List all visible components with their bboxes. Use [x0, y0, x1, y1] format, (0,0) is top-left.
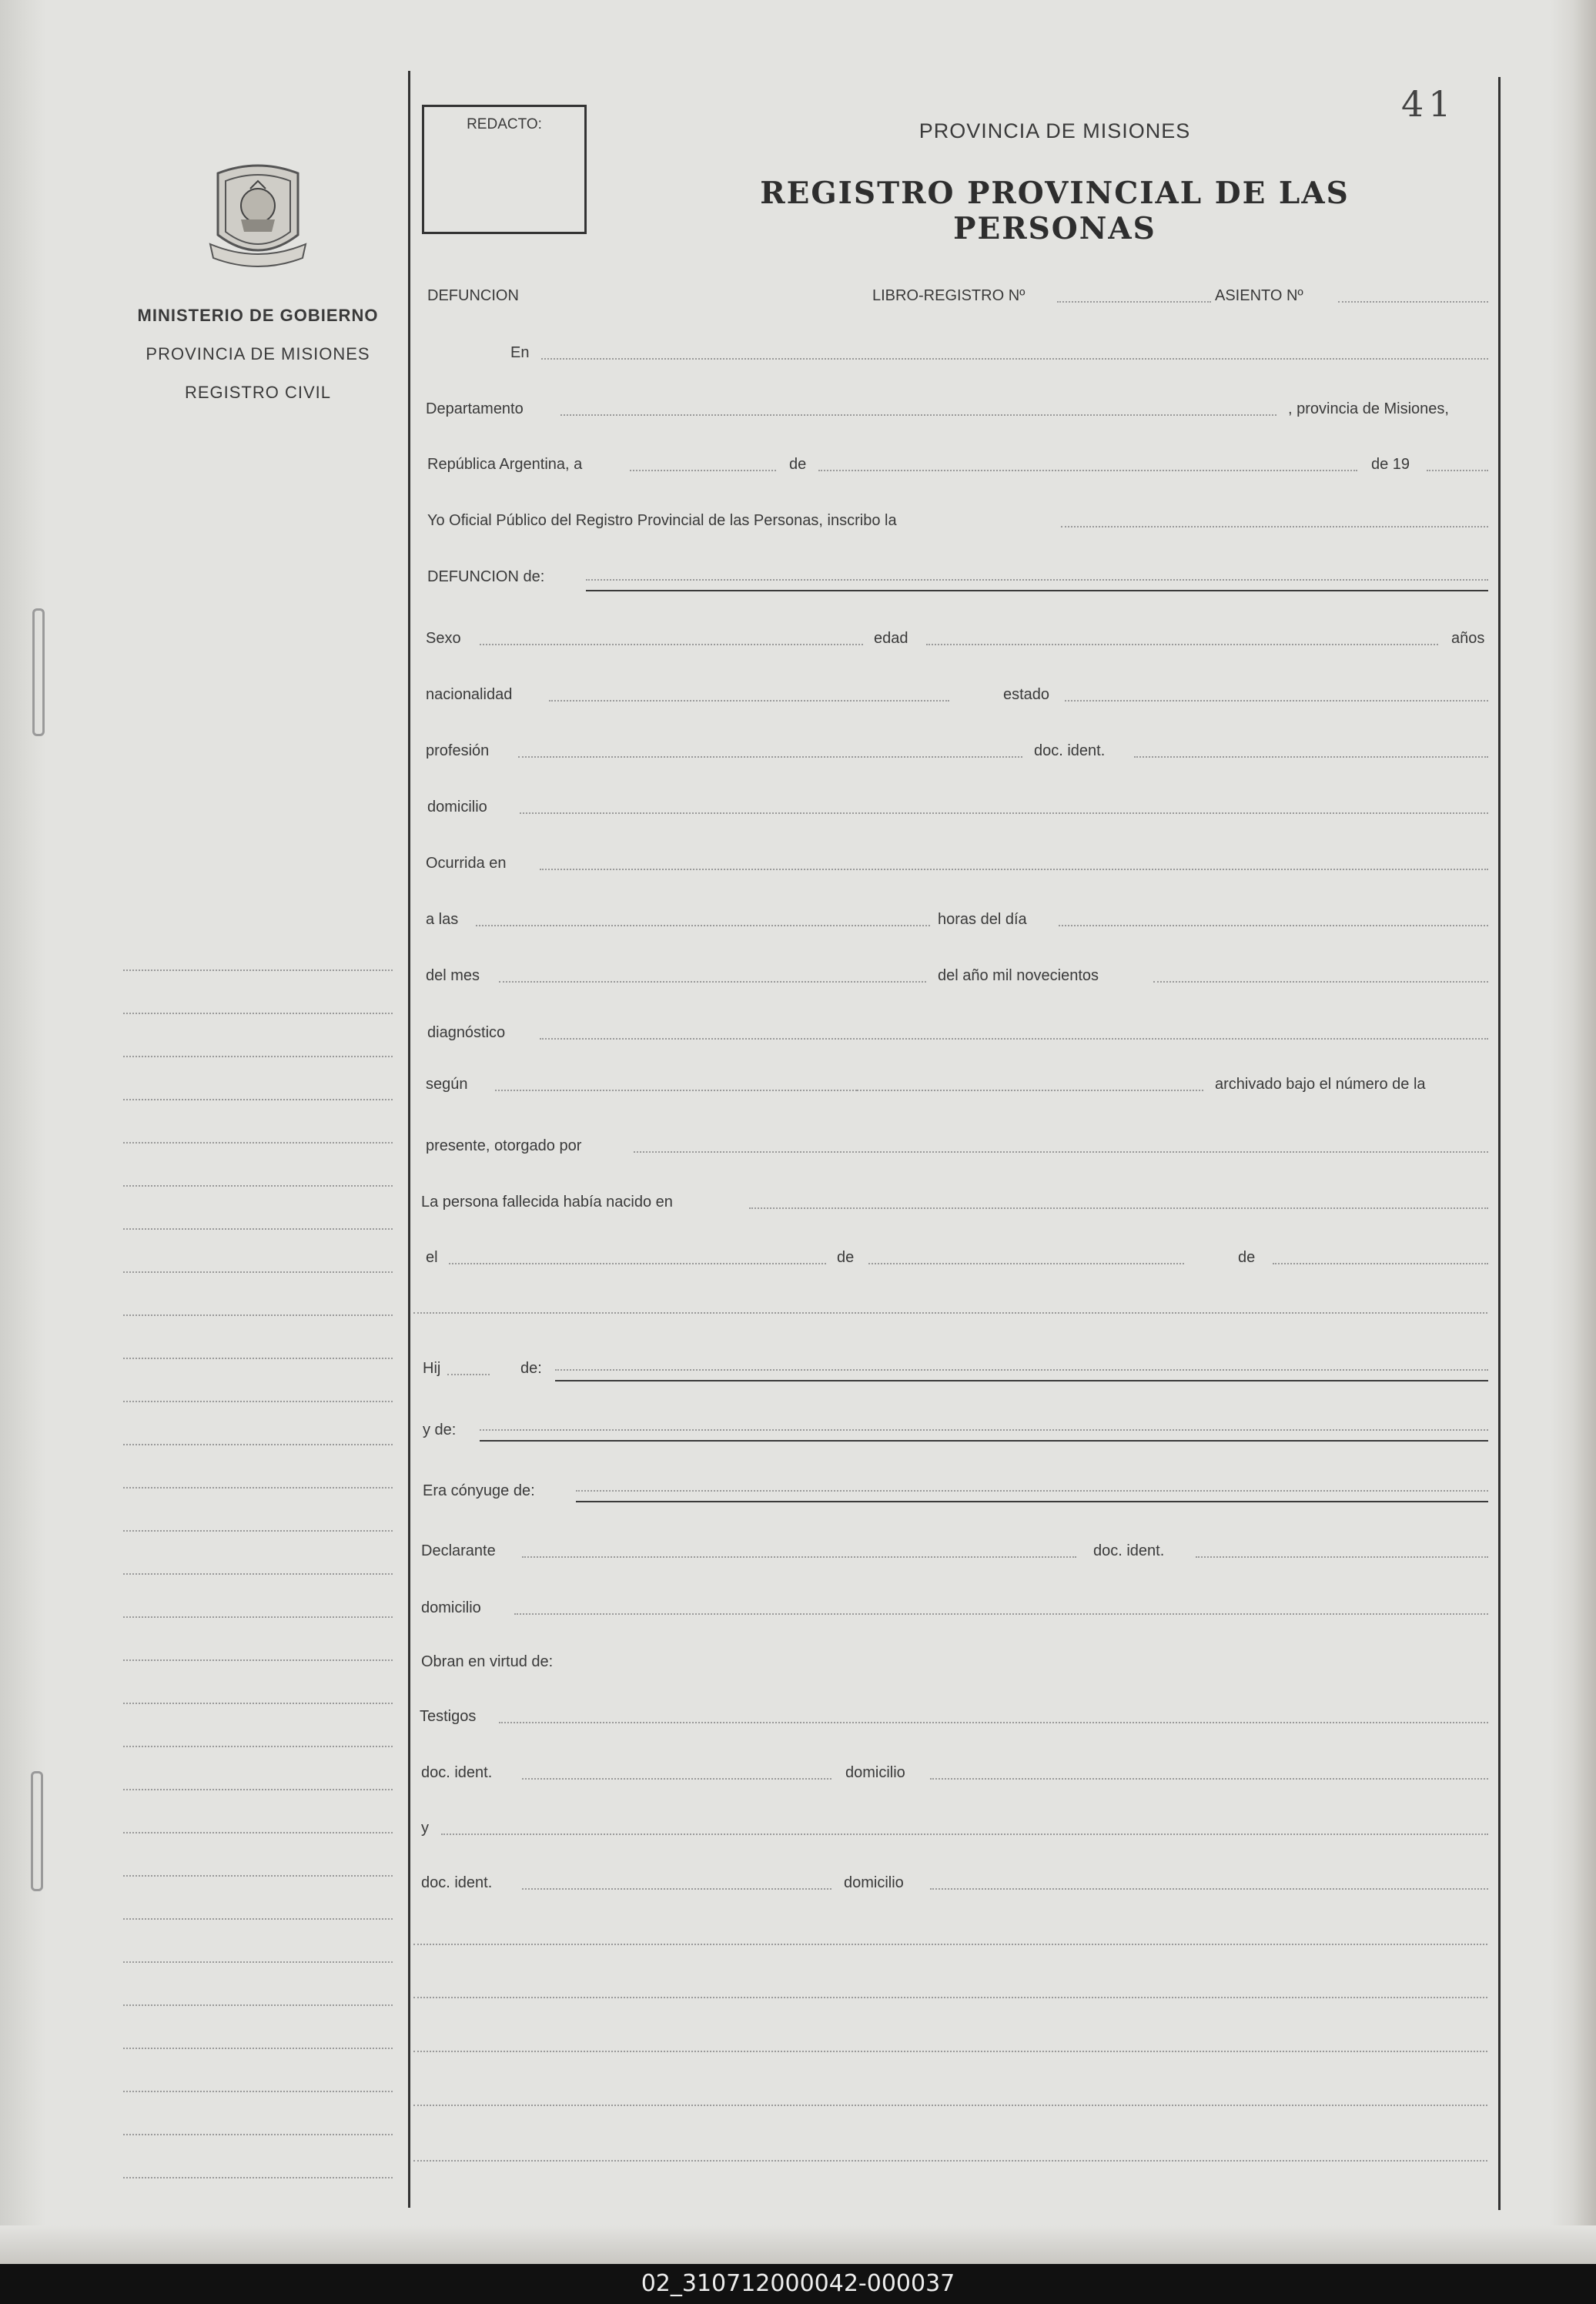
margin-line[interactable]: [123, 1575, 393, 1618]
difunto-field[interactable]: [586, 579, 1488, 581]
row-a-las: [426, 902, 1488, 937]
doc-ident-field[interactable]: [1134, 756, 1488, 758]
row-departamento: [426, 391, 1488, 427]
redacto-label: REDACTO:: [467, 116, 542, 132]
row-sexo-edad: [426, 621, 1488, 656]
domicilio-field[interactable]: [520, 812, 1488, 814]
segun-field-continued[interactable]: [857, 1090, 1203, 1091]
row-defuncion-de: [426, 559, 1488, 594]
conyuge-label: Era cónyuge de:: [423, 1482, 535, 1499]
conyuge-underline: [576, 1501, 1488, 1502]
libro-registro-label: LIBRO-REGISTRO Nº: [872, 287, 1026, 304]
de-19-label: de 19: [1371, 456, 1410, 473]
row-domicilio: [426, 789, 1488, 825]
hora-field[interactable]: [476, 925, 930, 926]
republica-label: República Argentina, a: [427, 456, 583, 473]
profesion-label: profesión: [426, 742, 490, 759]
domicilio-label: domicilio: [427, 799, 487, 815]
margin-line[interactable]: [123, 1359, 393, 1402]
inscribo-field[interactable]: [1061, 526, 1488, 527]
margin-line[interactable]: [123, 2092, 393, 2135]
testigo-2-field[interactable]: [441, 1833, 1488, 1835]
margin-line[interactable]: [123, 1402, 393, 1445]
sexo-field[interactable]: [480, 644, 863, 645]
horas-del-dia-label: horas del día: [938, 911, 1027, 928]
issuing-organization: [115, 296, 400, 412]
margin-line[interactable]: [123, 1532, 393, 1575]
testigo-1-field[interactable]: [499, 1722, 1488, 1723]
margin-line[interactable]: [123, 2006, 393, 2049]
sexo-label: Sexo: [426, 630, 461, 647]
testigo-2-domicilio-label: domicilio: [844, 1874, 904, 1891]
row-defuncion-libro-asiento: [426, 278, 1488, 313]
defuncion-de-label: DEFUNCION de:: [427, 568, 545, 585]
nacionalidad-field[interactable]: [549, 700, 949, 702]
margin-line[interactable]: [123, 1833, 393, 1877]
declarante-label: Declarante: [421, 1542, 496, 1559]
madre-underline: [480, 1440, 1488, 1442]
page-number: 41: [1401, 83, 1456, 125]
mes-field[interactable]: [818, 470, 1357, 471]
departamento-field[interactable]: [560, 414, 1276, 416]
row-en: [426, 335, 1488, 370]
margin-notes-lines: [123, 928, 393, 2178]
conyuge-field[interactable]: [576, 1490, 1488, 1492]
dia-fallecimiento-field[interactable]: [1059, 925, 1488, 926]
anos-label: años: [1451, 630, 1485, 647]
civil-registry-label: REGISTRO CIVIL: [184, 383, 332, 402]
row-testigo-2-datos: [421, 1865, 1488, 1900]
del-mes-label: del mes: [426, 967, 480, 984]
row-testigo-1-datos: [421, 1755, 1488, 1790]
margin-line[interactable]: [123, 2049, 393, 2092]
ano-nacimiento-field[interactable]: [1273, 1263, 1488, 1264]
persona-fallecida-label: La persona fallecida había nacido en: [421, 1194, 673, 1211]
declarante-domicilio-field[interactable]: [514, 1613, 1488, 1615]
row-hijo-de: [423, 1351, 1488, 1386]
yo-oficial-text: Yo Oficial Público del Registro Provincial de las Personas, inscribo la: [427, 512, 897, 529]
de-colon-label: de:: [520, 1360, 542, 1377]
ministry-label: MINISTERIO DE GOBIERNO: [137, 306, 379, 325]
y-de-label: y de:: [423, 1422, 457, 1438]
archivado-text: archivado bajo el número de la: [1215, 1076, 1426, 1093]
redacto-box[interactable]: [422, 105, 587, 234]
de-label-1: de: [837, 1249, 855, 1266]
edad-field[interactable]: [926, 644, 1438, 645]
header-province: PROVINCIA DE MISIONES: [918, 119, 1191, 142]
margin-line[interactable]: [123, 928, 393, 971]
row-conyuge: [423, 1473, 1488, 1509]
margin-line[interactable]: [123, 1747, 393, 1790]
departamento-label: Departamento: [426, 400, 524, 417]
mes-nacimiento-field[interactable]: [868, 1263, 1184, 1264]
row-republica: [426, 447, 1488, 482]
blank-line[interactable]: [413, 2160, 1487, 2162]
row-ocurrida-en: [426, 846, 1488, 881]
margin-line[interactable]: [123, 1661, 393, 1704]
margin-line[interactable]: [123, 2135, 393, 2178]
declarante-doc-label: doc. ident.: [1093, 1542, 1165, 1559]
blank-line[interactable]: [413, 1997, 1487, 1998]
right-vertical-rule: [1498, 77, 1501, 2210]
y-label: y: [421, 1820, 429, 1837]
ano-fallecimiento-field[interactable]: [1153, 981, 1488, 983]
margin-line[interactable]: [123, 1704, 393, 1747]
margin-line[interactable]: [123, 1144, 393, 1187]
segun-label: según: [426, 1076, 468, 1093]
left-vertical-rule: [408, 71, 410, 2208]
obran-label: Obran en virtud de:: [421, 1653, 554, 1670]
estado-label: estado: [1003, 686, 1050, 703]
page-bottom-edge: [0, 2225, 1596, 2264]
registry-title: REGISTRO PROVINCIAL DE LAS PERSONAS: [760, 176, 1350, 246]
testigo-1-domicilio-label: domicilio: [845, 1764, 905, 1781]
margin-line[interactable]: [123, 1920, 393, 1963]
diagnostico-label: diagnóstico: [427, 1024, 506, 1041]
blank-line[interactable]: [413, 1944, 1487, 1945]
staple-top: [32, 608, 45, 736]
row-y-de: [423, 1412, 1488, 1448]
row-yo-oficial: [426, 503, 1488, 538]
mes-fallecimiento-field[interactable]: [499, 981, 926, 983]
margin-line[interactable]: [123, 1230, 393, 1273]
el-label: el: [426, 1249, 438, 1266]
row-presente: [426, 1128, 1488, 1164]
margin-line[interactable]: [123, 1057, 393, 1100]
otorgado-por-field[interactable]: [634, 1151, 1488, 1153]
defuncion-label: DEFUNCION: [427, 287, 519, 304]
declarante-field[interactable]: [522, 1556, 1076, 1558]
ano-field[interactable]: [1427, 470, 1488, 471]
blank-line[interactable]: [413, 1312, 1487, 1314]
testigo-2-doc-label: doc. ident.: [421, 1874, 493, 1891]
en-field[interactable]: [541, 358, 1488, 360]
del-ano-label: del año mil novecientos: [938, 967, 1099, 984]
declarante-doc-field[interactable]: [1196, 1556, 1488, 1558]
ocurrida-en-field[interactable]: [540, 869, 1488, 870]
margin-line[interactable]: [123, 971, 393, 1014]
margin-line[interactable]: [123, 1187, 393, 1230]
a-las-label: a las: [426, 911, 459, 928]
margin-line[interactable]: [123, 1877, 393, 1920]
testigo-2-domicilio-field[interactable]: [930, 1888, 1488, 1890]
hij-label: Hij: [423, 1360, 441, 1377]
de-label-2: de: [1238, 1249, 1256, 1266]
de-label: de: [789, 456, 807, 473]
margin-line[interactable]: [123, 1790, 393, 1833]
declarante-domicilio-label: domicilio: [421, 1599, 481, 1616]
edad-label: edad: [874, 630, 908, 647]
libro-registro-field[interactable]: [1057, 301, 1211, 303]
padre-field[interactable]: [555, 1369, 1488, 1371]
margin-line[interactable]: [123, 1014, 393, 1057]
madre-field[interactable]: [480, 1429, 1488, 1431]
profesion-field[interactable]: [518, 756, 1022, 758]
row-declarante-domicilio: [421, 1590, 1488, 1626]
margin-line[interactable]: [123, 1273, 393, 1316]
en-label: En: [510, 344, 530, 361]
doc-ident-label: doc. ident.: [1034, 742, 1106, 759]
provincia-misiones-text: , provincia de Misiones,: [1288, 400, 1449, 417]
margin-line[interactable]: [123, 1489, 393, 1532]
diagnostico-field[interactable]: [540, 1038, 1488, 1040]
row-del-mes: [426, 958, 1488, 993]
dia-field[interactable]: [630, 470, 776, 471]
row-testigo-2: [421, 1810, 1488, 1846]
row-diagnostico: [426, 1015, 1488, 1050]
row-fecha-nacimiento: [426, 1240, 1488, 1275]
difunto-underline: [586, 590, 1488, 591]
nacionalidad-label: nacionalidad: [426, 686, 513, 703]
row-segun: [426, 1067, 1488, 1102]
blank-line[interactable]: [413, 2051, 1487, 2052]
margin-line[interactable]: [123, 1618, 393, 1661]
testigos-label: Testigos: [420, 1708, 477, 1725]
staple-bottom: [31, 1771, 43, 1891]
hij-suffix-field[interactable]: [447, 1374, 490, 1375]
page-edge-shadow: [1550, 0, 1596, 2264]
testigo-1-doc-label: doc. ident.: [421, 1764, 493, 1781]
lugar-nacimiento-field[interactable]: [749, 1207, 1488, 1209]
testigo-1-domicilio-field[interactable]: [930, 1778, 1488, 1780]
asiento-label: ASIENTO Nº: [1215, 287, 1303, 304]
dia-nacimiento-field[interactable]: [449, 1263, 826, 1264]
row-profesion: [426, 733, 1488, 769]
segun-field[interactable]: [495, 1090, 857, 1091]
row-nacionalidad: [426, 677, 1488, 712]
image-id-footer: 02_310712000042-000037: [0, 2264, 1596, 2304]
estado-field[interactable]: [1065, 700, 1488, 702]
provincial-seal-icon: [204, 158, 312, 273]
padre-underline: [555, 1380, 1488, 1381]
asiento-field[interactable]: [1338, 301, 1488, 303]
presente-label: presente, otorgado por: [426, 1137, 582, 1154]
ocurrida-en-label: Ocurrida en: [426, 855, 507, 872]
testigo-2-doc-field[interactable]: [522, 1888, 831, 1890]
margin-line[interactable]: [123, 1316, 393, 1359]
testigo-1-doc-field[interactable]: [522, 1778, 831, 1780]
row-declarante: [421, 1533, 1488, 1569]
row-testigos: [420, 1699, 1488, 1734]
margin-line[interactable]: [123, 1963, 393, 2006]
row-lugar-nacimiento: [421, 1184, 1488, 1220]
province-label: PROVINCIA DE MISIONES: [146, 344, 370, 363]
row-obran: [421, 1644, 1488, 1679]
blank-line[interactable]: [413, 2105, 1487, 2106]
margin-line[interactable]: [123, 1100, 393, 1144]
binding-shadow: [0, 0, 46, 2264]
margin-line[interactable]: [123, 1445, 393, 1489]
